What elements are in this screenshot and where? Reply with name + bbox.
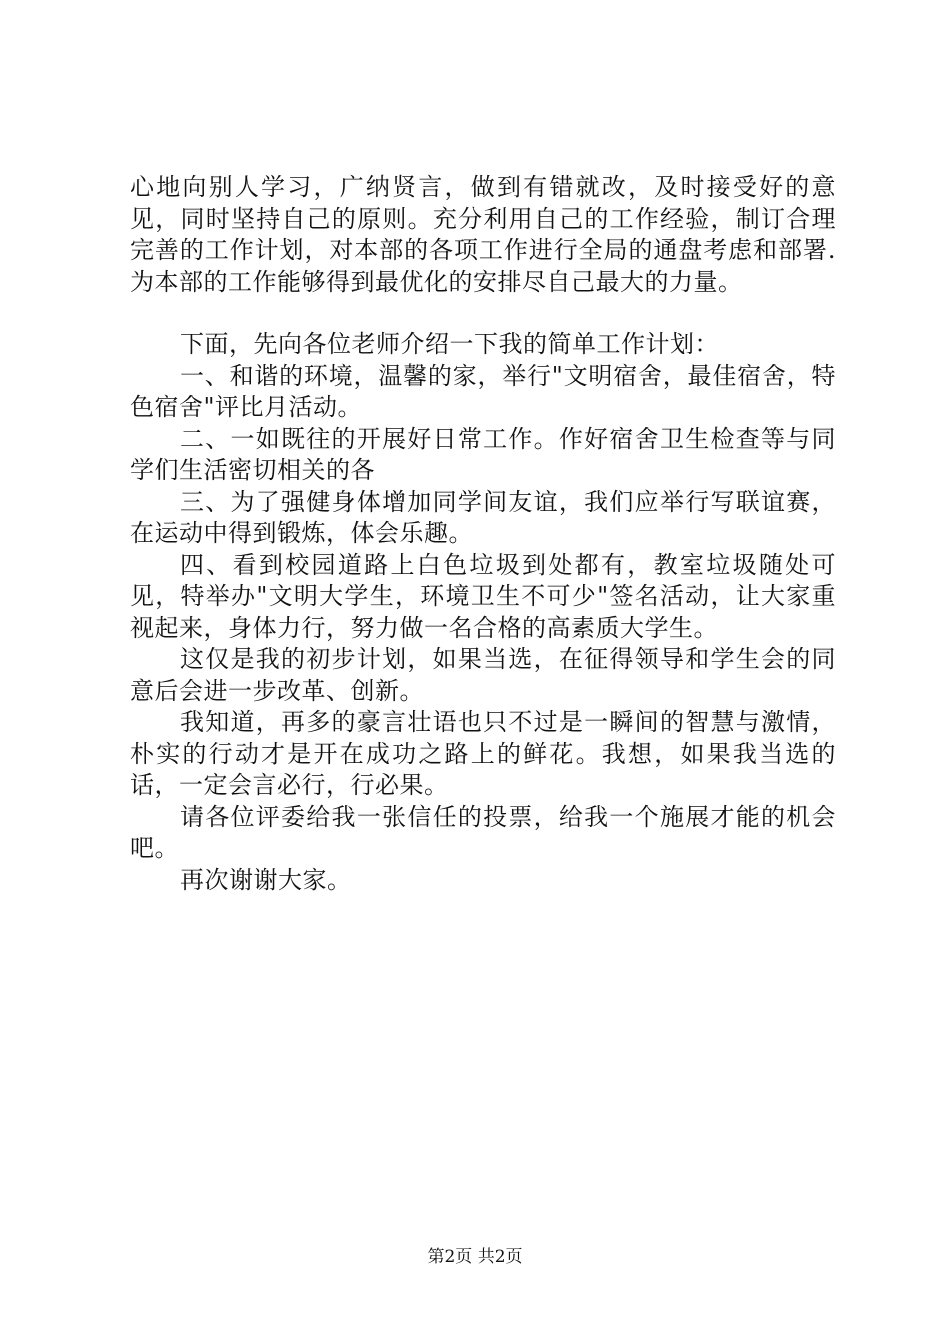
page-number-label: 第2页 共2页 xyxy=(427,1247,523,1267)
paragraph-commitment: 我知道，再多的豪言壮语也只不过是一瞬间的智慧与激情，朴实的行动才是开在成功之路上的鲜花。我想，如果我当选的话，一定会言必行，行必果。 xyxy=(130,708,836,799)
paragraph-plan-item-3: 三、为了强健身体增加同学间友谊，我们应举行写联谊赛，在运动中得到锻炼，体会乐趣。 xyxy=(130,487,836,547)
paragraph-plan-item-4: 四、看到校园道路上白色垃圾到处都有，教室垃圾随处可见，特举办"文明大学生，环境卫生不可少"签名活动，让大家重视起来，身体力行，努力做一名合格的高素质大学生。 xyxy=(130,550,836,642)
paragraph-preliminary-plan: 这仅是我的初步计划，如果当选，在征得领导和学生会的同意后会进一步改革、创新。 xyxy=(130,645,836,705)
paragraph-plan-intro: 下面，先向各位老师介绍一下我的简单工作计划： xyxy=(180,330,719,358)
paragraph-plan-item-1: 一、和谐的环境，温馨的家，举行"文明宿舍，最佳宿舍，特色宿舍"评比月活动。 xyxy=(130,361,836,421)
page-footer xyxy=(0,1242,950,1267)
paragraph-thanks: 再次谢谢大家。 xyxy=(180,865,352,894)
paragraph-intro-continuation: 心地向别人学习，广纳贤言，做到有错就改，及时接受好的意见，同时坚持自己的原则。充分利用自己的工作经验，制订合理完善的工作计划，对本部的各项工作进行全局的通盘考虑和部署.为本部的工作能够得到最优化的安排尽自己最大的力量。 xyxy=(130,173,836,296)
document-body xyxy=(130,172,836,896)
paragraph-vote-request: 请各位评委给我一张信任的投票，给我一个施展才能的机会吧。 xyxy=(130,802,836,862)
paragraph-plan-item-2: 二、一如既往的开展好日常工作。作好宿舍卫生检查等与同学们生活密切相关的各 xyxy=(130,424,836,484)
